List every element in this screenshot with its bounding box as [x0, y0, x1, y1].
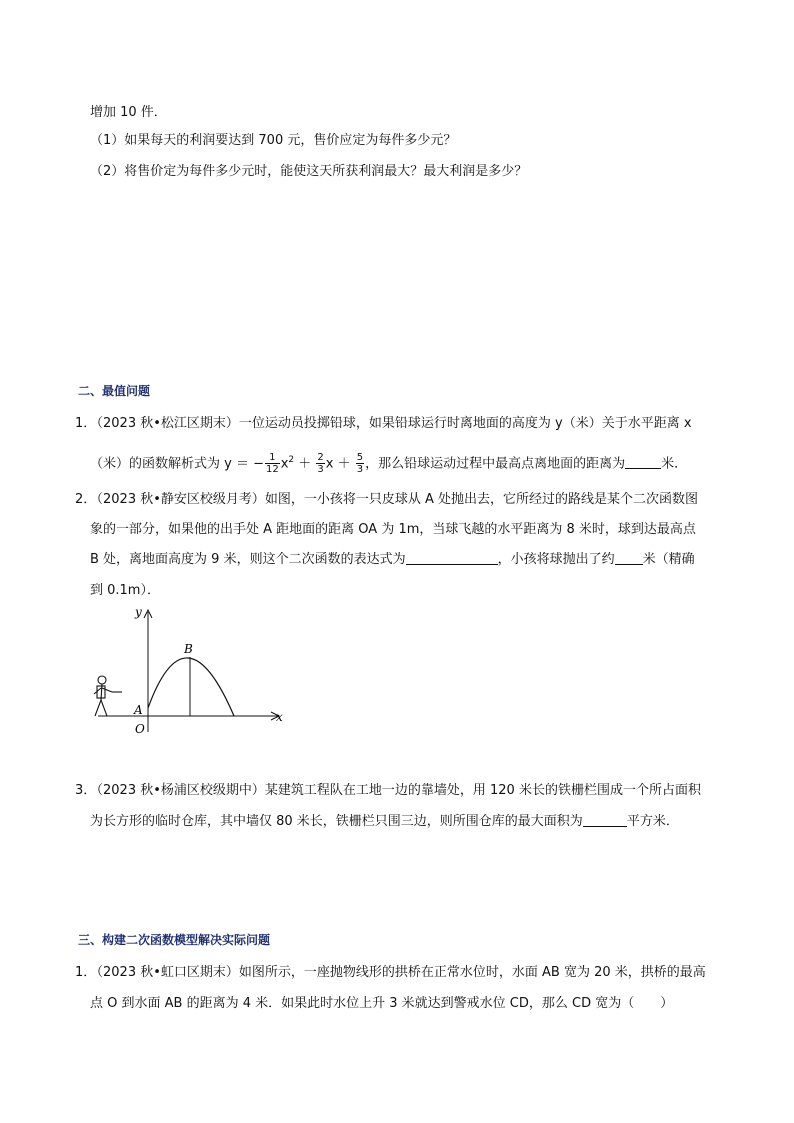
section-3-title: 三、构建二次函数模型解决实际问题 [78, 933, 271, 947]
y-label: y [135, 605, 142, 619]
point-b-label: B [184, 642, 193, 656]
point-a-label: A [134, 703, 143, 717]
x-label: x [276, 710, 283, 724]
s2-p2-line3: B 处，离地面高度为 9 米，则这个二次函数的表达式为 ，小孩将球抛出了约 米（精确 [90, 552, 695, 567]
s2-p1-number: 1． [75, 416, 97, 431]
intro-question-1: （1）如果每天的利润要达到 700 元，售价应定为每件多少元？ [90, 133, 457, 148]
s2-p3-line2: 为长方形的临时仓库，其中墙仅 80 米长，铁栅栏只围三边，则所围仓库的最大面积为 平方米． [90, 814, 679, 829]
fraction-5-3: $\frac{5}{3}$ [356, 452, 364, 476]
s2-p2-number: 2． [75, 492, 97, 507]
parabola-figure [82, 600, 302, 740]
answer-blank[interactable] [625, 455, 661, 469]
section-2-title: 二、最值问题 [78, 384, 151, 398]
s3-p1-line1: （2023 秋•虹口区期末）如图所示，一座抛物线形的拱桥在正常水位时，水面 AB 宽为 20 米，拱桥的最高 [90, 965, 706, 980]
parabola-curve [148, 658, 234, 716]
s2-p3-number: 3． [75, 783, 97, 798]
s2-p3-line1: （2023 秋•杨浦区校级期中）某建筑工程队在工地一边的靠墙处，用 120 米长的铁栅栏围成一个所占面积 [90, 783, 701, 798]
answer-blank-distance[interactable] [615, 551, 643, 565]
answer-blank-expression[interactable] [406, 551, 498, 565]
s3-p1-line2: 点 O 到水面 AB 的距离为 4 米．如果此时水位上升 3 米就达到警戒水位 CD，那么 CD 宽为（ ） [90, 996, 674, 1011]
intro-question-2: （2）将售价定为每件多少元时，能使这天所获利润最大？最大利润是多少？ [90, 164, 528, 179]
s2-p2-line2: 象的一部分，如果他的出手处 A 距地面的距离 OA 为 1m，当球飞越的水平距离为 8 米时，球到达最高点 [90, 522, 696, 537]
origin-label: O [135, 722, 145, 736]
s3-p1-number: 1． [75, 965, 97, 980]
intro-continuation: 增加 10 件． [90, 105, 167, 120]
fraction-1-12: $\frac{1}{12}$ [265, 452, 279, 476]
fraction-2-3: $\frac{2}{3}$ [317, 452, 324, 476]
s2-p2-line4: 到 0.1m）． [90, 583, 160, 598]
s2-p2-line1: （2023 秋•静安区校级月考）如图，一小孩将一只皮球从 A 处抛出去，它所经过的路线是某个二次函数图 [90, 492, 699, 507]
s2-p1-line1: （2023 秋•松江区期末）一位运动员投掷铅球，如果铅球运行时离地面的高度为 y（米）关于水平距离 x [90, 416, 692, 431]
child-figure-icon [94, 676, 122, 716]
answer-blank-area[interactable] [583, 813, 627, 827]
s2-p1-line2: （米）的函数解析式为 y ＝ − $\frac{1}{12}$ $x^2$ ＋ $\frac{2}{3}$ x ＋ $\frac{5}{3}$ ，那么铅球运动过程中最高点离地面的距离为 米． [90, 452, 688, 476]
